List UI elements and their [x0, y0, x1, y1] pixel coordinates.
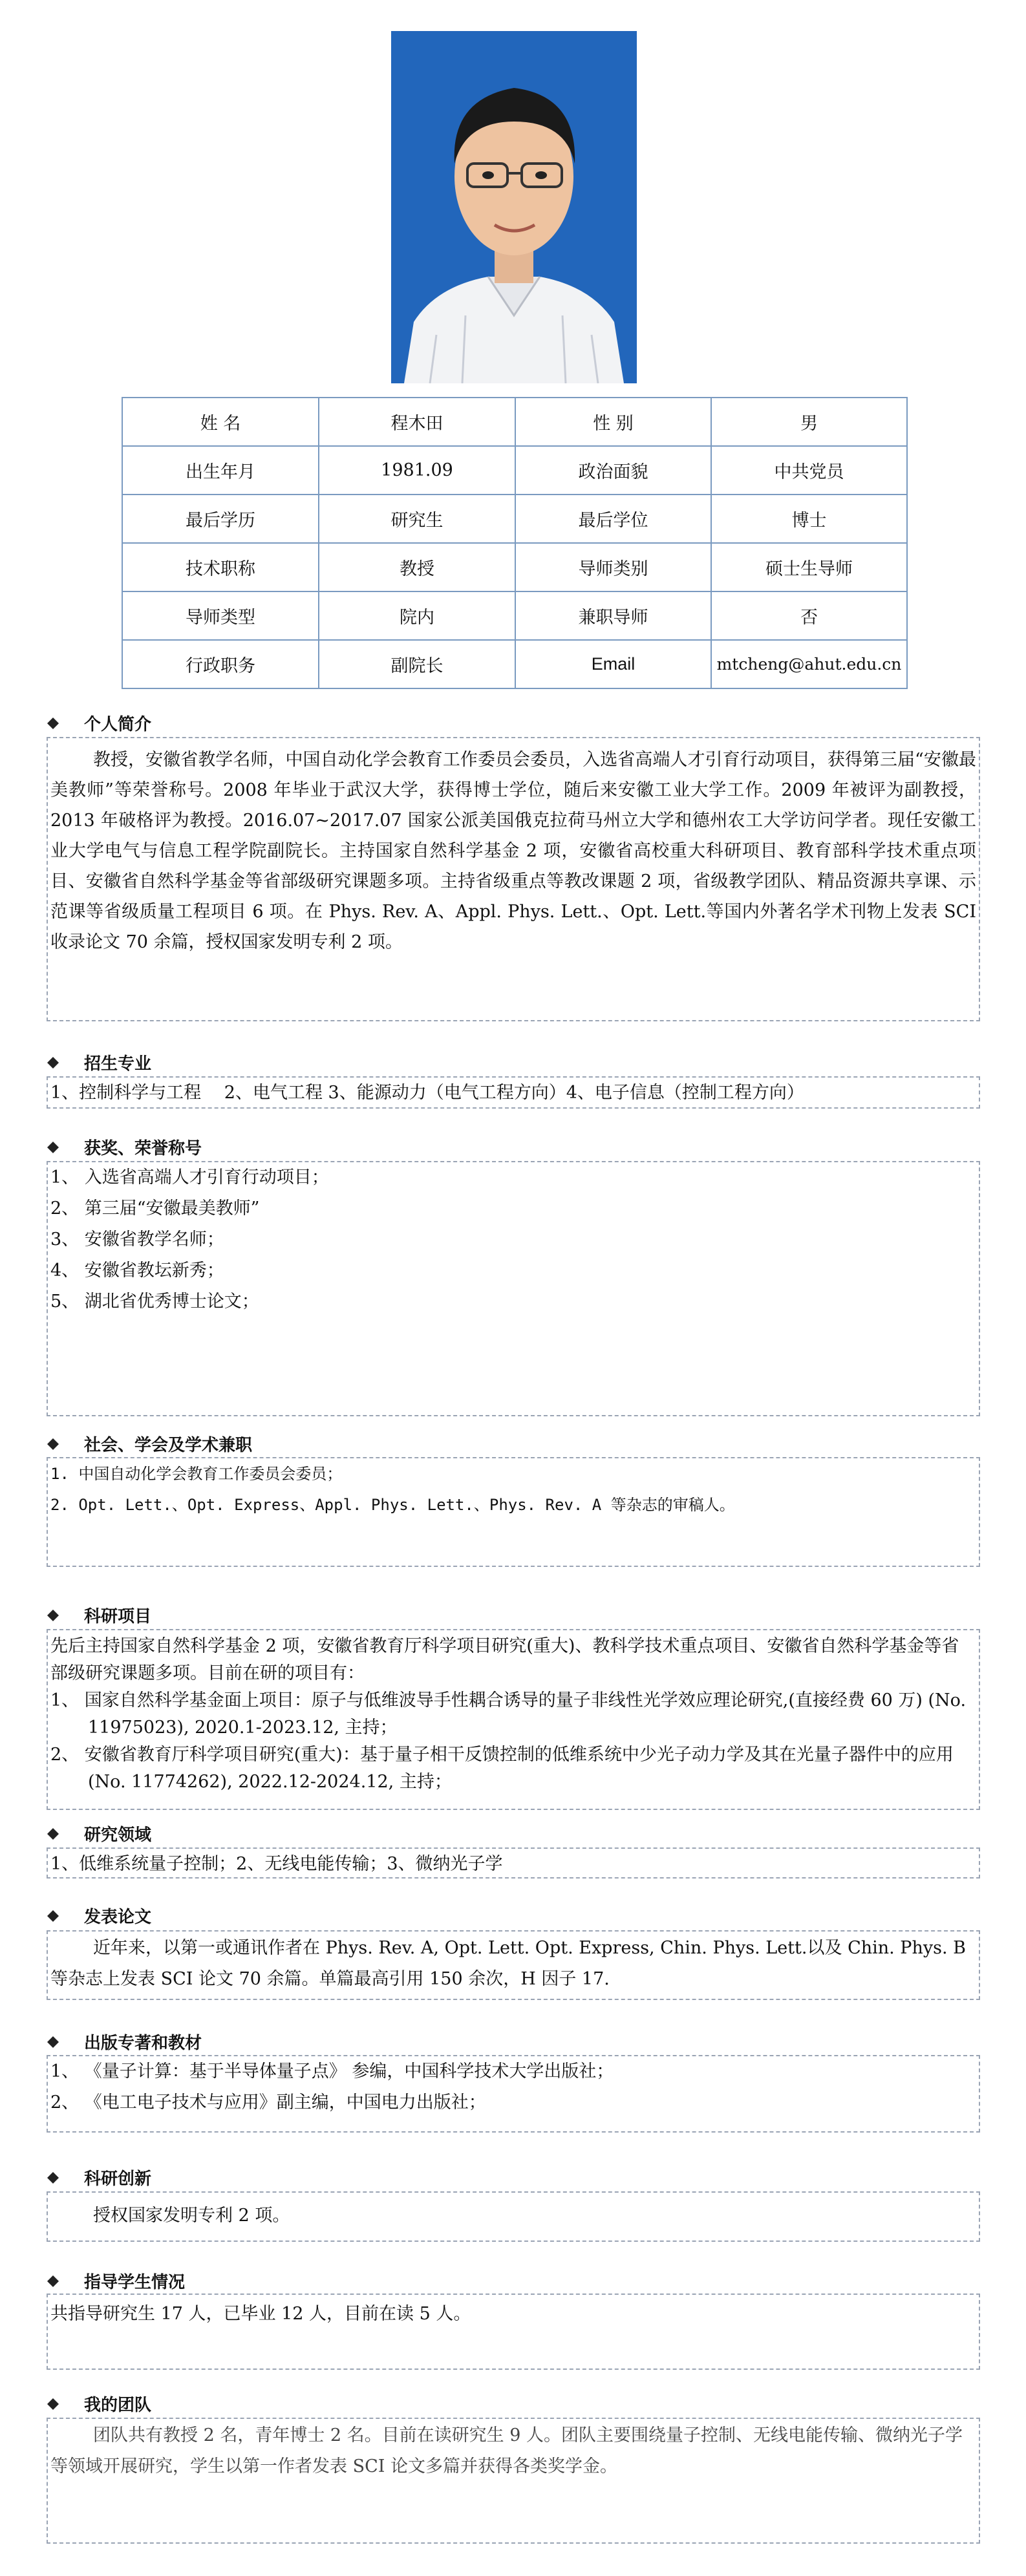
education-value: 研究生 [319, 495, 515, 543]
innovation-heading [47, 2166, 151, 2189]
research-heading [47, 1822, 151, 1846]
research-box [47, 1847, 980, 1879]
papers-title: 发表论文 [84, 1908, 152, 1927]
team-title: 我的团队 [84, 2396, 152, 2415]
political-label: 政治面貌 [515, 446, 711, 495]
table-row [122, 446, 907, 495]
supervisor-type-value: 院内 [319, 591, 515, 640]
students-heading [47, 2269, 185, 2293]
intro-text: 教授，安徽省教学名师，中国自动化学会教育工作委员会委员，入选省高端人才引育行动项目，获得第三届“安徽最美教师”等荣誉称号。2008 年毕业于武汉大学，获得博士学位，随后来安徽工业大学工作。2009 年被评为副教授，2013 年破格评为教授。2016.07~2017.07 国家公派美国俄克拉荷马州立大学和德州农工大学访问学者。现任安徽工业大学电气与信息工程学院副院长。主持国家自然科学基金 2 项，安徽省高校重大科研项目、教育部科学技术重点项目、安徽省自然科学基金等省部级研究课题多项。主持省级重点等教改课题 2 项，省级教学团队、精品资源共享课、示范课等省级质量工程项目 6 项。在 Phys. Rev. A、Appl. Phys. Lett.、Opt. Lett.等国内外著名学术刊物上发表 SCI 收录论文 70 余篇，授权国家发明专利 2 项。 [50, 750, 976, 952]
degree-value: 博士 [711, 495, 907, 543]
gender-label: 性 别 [515, 398, 711, 446]
papers-heading [47, 1904, 151, 1928]
supervisor-category-label: 导师类别 [515, 543, 711, 591]
awards-heading [47, 1135, 202, 1159]
diamond-bullet-icon [47, 717, 59, 730]
projects-intro: 先后主持国家自然科学基金 2 项，安徽省教育厅科学项目研究(重大)、教科学技术重点项目、安徽省自然科学基金等省部级研究课题多项。目前在研的项目有： [50, 1636, 959, 1683]
diamond-bullet-icon [47, 1910, 59, 1922]
awards-title: 获奖、荣誉称号 [84, 1139, 202, 1158]
list-item: 5、 湖北省优秀博士论文； [50, 1292, 259, 1312]
diamond-bullet-icon [47, 1141, 59, 1154]
innovation-title: 科研创新 [84, 2169, 152, 2189]
birth-value: 1981.09 [319, 446, 515, 495]
list-item: 1、 《量子计算：基于半导体量子点》 参编，中国科学技术大学出版社； [50, 2061, 614, 2081]
list-item: 1. 中国自动化学会教育工作委员会委员； [50, 1465, 343, 1483]
diamond-bullet-icon [47, 2398, 59, 2411]
papers-text: 近年来，以第一或通讯作者在 Phys. Rev. A, Opt. Lett. Opt. Express, Chin. Phys. Lett.以及 Chin. Phys. B 等杂志上发表 SCI 论文 70 余篇。单篇最高引用 150 余次，H 因子 17. [50, 1938, 966, 1989]
books-box [47, 2055, 980, 2133]
majors-text: 1、控制科学与工程 2、电气工程 3、能源动力（电气工程方向）4、电子信息（控制工程方向） [50, 1083, 804, 1103]
students-title: 指导学生情况 [84, 2273, 186, 2292]
list-item: 4、 安徽省教坛新秀； [50, 1261, 224, 1281]
list-item: 3、 安徽省教学名师； [50, 1229, 224, 1250]
list-item: 2、 第三届“安徽最美教师” [50, 1198, 260, 1219]
birth-label: 出生年月 [122, 446, 319, 495]
basic-info-table [122, 397, 908, 689]
supervisor-type-label: 导师类型 [122, 591, 319, 640]
awards-box [47, 1161, 980, 1416]
majors-heading [47, 1050, 151, 1074]
society-heading [47, 1432, 252, 1456]
intro-heading [47, 711, 151, 735]
list-item: 2、 《电工电子技术与应用》副主编，中国电力出版社； [50, 2092, 486, 2113]
research-text: 1、低维系统量子控制；2、无线电能传输；3、微纳光子学 [50, 1854, 503, 1874]
table-row [122, 543, 907, 591]
parttime-label: 兼职导师 [515, 591, 711, 640]
name-label: 姓 名 [122, 398, 319, 446]
society-title: 社会、学会及学术兼职 [84, 1436, 253, 1455]
gender-value: 男 [711, 398, 907, 446]
parttime-value: 否 [711, 591, 907, 640]
team-heading [47, 2392, 151, 2416]
political-value: 中共党员 [711, 446, 907, 495]
email-value[interactable]: mtcheng@ahut.edu.cn [711, 640, 907, 688]
supervisor-category-value: 硕士生导师 [711, 543, 907, 591]
title-label: 技术职称 [122, 543, 319, 591]
books-title: 出版专著和教材 [84, 2034, 202, 2053]
name-value: 程木田 [319, 398, 515, 446]
society-box [47, 1457, 980, 1567]
diamond-bullet-icon [47, 1438, 59, 1451]
diamond-bullet-icon [47, 1827, 59, 1840]
diamond-bullet-icon [47, 1609, 59, 1622]
team-box [47, 2418, 980, 2544]
list-item: 1、 国家自然科学基金面上项目：原子与低维波导手性耦合诱导的量子非线性光学效应理论研究,(直接经费 60 万) (No. 11975023), 2020.1-2023.12, 主持； [50, 1690, 967, 1738]
email-label: Email [515, 640, 711, 688]
list-item: 2. Opt. Lett.、Opt. Express、Appl. Phys. Lett.、Phys. Rev. A 等杂志的审稿人。 [50, 1496, 735, 1514]
table-row [122, 495, 907, 543]
intro-box [47, 737, 980, 1021]
books-heading [47, 2030, 202, 2054]
diamond-bullet-icon [47, 2275, 59, 2288]
students-text: 共指导研究生 17 人，已毕业 12 人，目前在读 5 人。 [50, 2304, 471, 2324]
portrait-illustration [391, 31, 637, 383]
majors-title: 招生专业 [84, 1054, 152, 1074]
projects-box [47, 1629, 980, 1810]
projects-title: 科研项目 [84, 1607, 152, 1626]
profile-photo [391, 31, 637, 383]
majors-box [47, 1076, 980, 1109]
innovation-box [47, 2191, 980, 2242]
research-title: 研究领域 [84, 1826, 152, 1845]
team-text: 团队共有教授 2 名，青年博士 2 名。目前在读研究生 9 人。团队主要围绕量子控制、无线电能传输、微纳光子学等领域开展研究，学生以第一作者发表 SCI 论文多篇并获得各类奖学金。 [50, 2425, 963, 2476]
position-label: 行政职务 [122, 640, 319, 688]
list-item: 1、 入选省高端人才引育行动项目； [50, 1167, 329, 1187]
title-value: 教授 [319, 543, 515, 591]
diamond-bullet-icon [47, 1056, 59, 1069]
intro-title: 个人简介 [84, 715, 152, 734]
education-label: 最后学历 [122, 495, 319, 543]
papers-box [47, 1930, 980, 2000]
innovation-text: 授权国家发明专利 2 项。 [93, 2206, 290, 2226]
projects-heading [47, 1603, 151, 1627]
list-item: 2、 安徽省教育厅科学项目研究(重大)：基于量子相干反馈控制的低维系统中少光子动力学及其在光量子器件中的应用 (No. 11774262), 2022.12-2024.12, 主持； [50, 1745, 954, 1792]
table-row [122, 398, 907, 446]
position-value: 副院长 [319, 640, 515, 688]
table-row [122, 640, 907, 688]
degree-label: 最后学位 [515, 495, 711, 543]
diamond-bullet-icon [47, 2171, 59, 2184]
table-row [122, 591, 907, 640]
diamond-bullet-icon [47, 2036, 59, 2049]
students-box [47, 2294, 980, 2370]
